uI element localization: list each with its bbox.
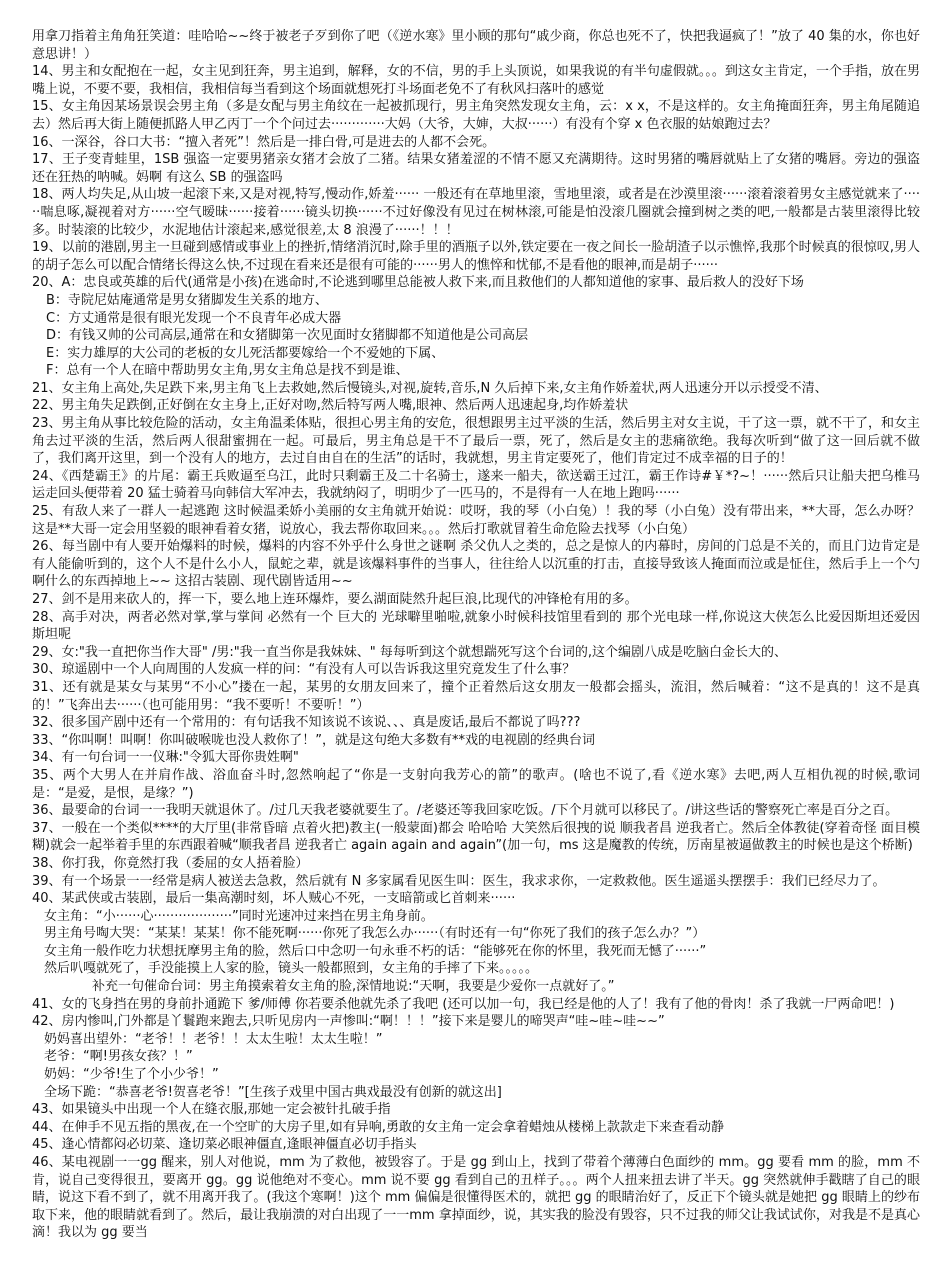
text-paragraph: 老爷：“啊!男孩女孩？！” bbox=[44, 1049, 193, 1065]
text-paragraph: 女主角：“小······心···················”同时光速冲过来挡在男主角身前。 bbox=[44, 908, 434, 924]
text-paragraph: 30、琼遥剧中一个人向周围的人发疯一样的问：“有没有人可以告诉我这里究竟发生了什么事？ bbox=[32, 662, 576, 678]
text-paragraph: 25、有敌人来了一群人一起逃跑 这时候温柔娇小美丽的女主角就开始说：哎呀，我的琴（小白兔）！我的琴（小白兔）没有带出来，**大哥，怎么办呀？这是**大哥一定会用坚毅的眼神看着女猪，说放心，我去帮你取回来。。。然后打歌就冒着生命危险去找琴（小白兔） bbox=[32, 504, 920, 537]
text-paragraph: 14、男主和女配抱在一起，女主见到狂奔，男主追到，解释，女的不信，男的手上头顶说，如果我说的有半句虚假就。。。到这女主肯定，一个手指，放在男嘴上说，不要不要，我相信，我相信每当看到这个场面就想死打斗场面老免不了有秋风扫落叶的感觉 bbox=[32, 64, 920, 97]
text-paragraph: E：实力雄厚的大公司的老板的女儿死活都要嫁给一个不爱她的下属、 bbox=[46, 345, 445, 361]
text-paragraph: 22、男主角失足跌倒,正好倒在女主身上,正好对吻,然后特写两人嘴,眼神、然后两人迅速起身,均作娇羞状 bbox=[32, 398, 629, 414]
text-paragraph: 34、有一句台词一一仪琳:"令狐大哥你贵姓啊" bbox=[32, 750, 299, 766]
text-paragraph: 16、一深谷，谷口大书：“擅入者死”！然后是一排白骨,可是进去的人都不会死。 bbox=[32, 134, 496, 150]
text-paragraph: 全场下跪：“恭喜老爷!贺喜老爷！”[生孩子戏里中国古典戏最没有创新的就这出] bbox=[44, 1084, 502, 1100]
text-paragraph: 33、“你叫啊！叫啊！你叫破喉咙也没人救你了！”，就是这句绝大多数有**戏的电视剧的经典台词 bbox=[32, 732, 596, 748]
text-paragraph: 20、A：忠良或英雄的后代(通常是小孩)在逃命时,不论逃到哪里总能被人救下来,而且救他们的人都知道他的家事、最后救人的没好下场 bbox=[32, 275, 804, 291]
text-paragraph: 23、男主角从事比较危险的活动，女主角温柔体贴，很担心男主角的安危，很想跟男主过平淡的生活，然后男主对女主说，干了这一票，就不干了，和女主角去过平淡的生活，然后两人很甜蜜拥在一起。可最后，男主角总是干不了最后一票，死了，然后是女主的悲痛欲绝。我每次听到“做了这一回后就不做了，我们离开这里，到一个没有人的地方，去过自由自在的生活”的话时，我就想，男主肯定要死了，他们肯定过不成幸福的日子的！ bbox=[32, 416, 920, 467]
text-paragraph: 28、高手对决，两者必然对掌,掌与掌间 必然有一个 巨大的 光球噼里啪啦,就象小时候科技馆里看到的 那个光电球一样,你说这大侠怎么比爱因斯坦还爱因斯坦呢 bbox=[32, 609, 920, 643]
text-paragraph: 37、一般在一个类似****的大厅里(非常昏暗 点着火把)教主(一般蒙面)都会 哈哈哈 大笑然后很拽的说 顺我者昌 逆我者亡。然后全体教徒(穿着奇怪 面目模糊)就会一起举着手里的东西跟着喊“顺我者昌 逆我者亡 again again and again”(加一句，ms 这是魔教的传统，厉南星被逼做教主的时候也是这个桥断) bbox=[32, 820, 920, 854]
text-paragraph: 40、某武侠或古装剧，最后一集高潮时刻，坏人贼心不死，一支暗箭或匕首刺来······ bbox=[32, 891, 516, 907]
text-paragraph: 奶妈：“少爷!生了个小少爷！” bbox=[44, 1067, 219, 1083]
text-paragraph: 38、你打我，你竟然打我（委屈的女人捂着脸） bbox=[32, 855, 309, 871]
text-paragraph: 31、还有就是某女与某男“不小心”搂在一起，某男的女朋友回来了，撞个正着然后这女朋友一般都会摇头，流泪，然后喊着：“这不是真的！这不是真的！”飞奔出去······（也可能用男：“我不要听！不要听！”） bbox=[32, 679, 920, 713]
text-paragraph: 26、每当剧中有人要开始爆料的时候，爆料的内容不外乎什么身世之谜啊 杀父仇人之类的，总之是惊人的内幕时，房间的门总是不关的，而且门边肯定是有人能偷听到的，这个人不是什么小人，鼠蛇之辈，就是该爆料事件的当事人，往往给人以沉重的打击，直接导致该人掩面而泣或是怔住，然后手上一个勺啊什么的东西掉地上~~ 这招古装剧、现代剧皆适用~~ bbox=[32, 539, 920, 590]
text-paragraph: 然后叭嘎就死了，手没能摸上人家的脸，镜头一般都照到，女主角的手摔了下来。。。。。 bbox=[44, 961, 539, 977]
text-paragraph: 32、很多国产剧中还有一个常用的：有句话我不知该说不该说、、、真是废话,最后不都说了吗??? bbox=[32, 715, 581, 731]
text-paragraph: 29、女:"我一直把你当作大哥" /男:"我一直当你是我妹妹、" 每每听到这个就想踹死写这个台词的,这个编剧八成是吃脑白金长大的、 bbox=[32, 644, 787, 660]
text-paragraph: 女主角一般作吃力状想抚摩男主角的脸，然后口中念叨一句永垂不朽的话：“能够死在你的怀里，我死而无憾了······” bbox=[44, 943, 707, 959]
text-paragraph: 15、女主角因某场景误会男主角（多是女配与男主角纹在一起被抓现行，男主角突然发现女主角，云：x x，不是这样的。女主角掩面狂奔，男主角尾随追去）然后再大街上随便抓路人甲乙丙丁一个个问过去·············大妈（大爷，大婶，大叔······）有没有个穿 x 色衣服的姑娘跑过去？ bbox=[32, 99, 920, 132]
text-paragraph: 27、剑不是用来砍人的，挥一下，要么地上连环爆炸，要么湖面陡然升起巨浪,比现代的冲锋枪有用的多。 bbox=[32, 592, 638, 607]
text-paragraph: D：有钱又帅的公司高层,通常在和女猪脚第一次见面时女猪脚都不知道他是公司高层 bbox=[46, 328, 529, 344]
text-paragraph: 46、某电视剧一一gg 醒来，别人对他说，mm 为了救他，被毁容了。于是 gg 到山上，找到了带着个薄薄白色面纱的 mm。gg 要看 mm 的脸，mm 不肯，说自己变得很丑，要离开 gg。gg 说他绝对不变心。mm 说不要 gg 看到自己的丑样子。。。两个人扭来扭去讲了半天。gg 突然就伸手戳瞎了自己的眼睛，说这下看不到了，就不用离开我了。(我这个寒啊！)这个 mm 偏偏是很懂得医术的，就把 gg 的眼睛治好了，反正下个镜头就是她把 gg 眼睛上的纱布取下来，他的眼睛就看到了。然后，最让我崩溃的对白出现了一一mm 拿掉面纱，说，其实我的脸没有毁容，只不过我的师父让我试试你，对我是不是真心滴！我以为 gg 要当 bbox=[32, 1155, 920, 1241]
text-paragraph: 35、两个大男人在并肩作战、浴血奋斗时,忽然响起了“你是一支射向我芳心的箭”的歌声。(啥也不说了,看《逆水寒》去吧,两人互相仇视的时候,歌词是：“是爱，是恨，是缘？”) bbox=[32, 767, 920, 801]
text-paragraph: 补充一句催命台词：男主角摸索着女主角的脸,深情地说:“天啊，我要是少爱你一点就好了。” bbox=[92, 979, 615, 995]
text-paragraph: 奶妈喜出望外：“老爷！！老爷！！太太生啦！太太生啦！” bbox=[44, 1031, 383, 1047]
text-paragraph: 44、在伸手不见五指的黑夜,在一个空旷的大房子里,如有异响,勇敢的女主角一定会拿着蜡烛从楼梯上款款走下来查看动静 bbox=[32, 1119, 724, 1135]
text-paragraph: 17、王子变青蛙里，1SB 强盗一定要男猪亲女猪才会放了二猪。结果女猪羞涩的不情不愿又充满期待。这时男猪的嘴唇就贴上了女猪的嘴唇。旁边的强盗还在狂热的呐喊。妈啊 有这么 SB 的强盗吗 bbox=[32, 152, 920, 185]
text-paragraph: 24、《西楚霸王》的片尾：霸王兵败逼至乌江，此时只剩霸王及二十名骑士，遂来一船夫，欲送霸王过江，霸王作诗#￥*?~！······然后只让船夫把乌椎马运走回头便带着 20 猛士骑着马向韩信大军冲去，我就纳闷了，明明少了一匹马的，不是得有一人在地上跑吗······ bbox=[32, 468, 920, 502]
text-paragraph: B：寺院尼姑庵通常是男女猪脚发生关系的地方、 bbox=[46, 292, 328, 308]
text-paragraph: C：方丈通常是很有眼光发现一个不良青年必成大器 bbox=[46, 310, 342, 326]
text-paragraph: 18、两人均失足,从山坡一起滚下来,又是对视,特写,慢动作,娇羞······ 一般还有在草地里滚，雪地里滚，或者是在沙漠里滚······滚着滚着男女主感觉就来了······喘息啄,凝视着对方······空气暧昧······接着······镜头切换······不过好像没有见过在树林滚,可能是怕没滚几圈就会撞到树之类的吧,一般都是古装里滚得比较多。时装滚的比较少，水泥地估计滚起来,感觉很差,太 8 浪漫了······！！！ bbox=[32, 187, 920, 238]
text-paragraph: F：总有一个人在暗中帮助男女主角,男女主角总是找不到是谁、 bbox=[46, 363, 409, 379]
text-paragraph: 42、房内惨叫,门外都是丫鬟跑来跑去,只听见房内一声惨叫:“啊！！！”接下来是婴儿的啼哭声“哇~哇~哇~~” bbox=[32, 1014, 665, 1030]
text-paragraph: 45、逢心情都闷必切菜、逢切菜必眼神僵直,逢眼神僵直必切手指头 bbox=[32, 1137, 417, 1153]
text-paragraph: 43、如果镜头中出现一个人在缝衣服,那她一定会被针扎破手指 bbox=[32, 1102, 391, 1118]
text-paragraph: 用拿刀指着主角角狂笑道：哇哈哈~~终于被老子歹到你了吧（《逆水寒》里小顾的那句“戚少商，你总也死不了，快把我逼疯了！”放了 40 集的水，你也好意思讲！） bbox=[32, 29, 920, 62]
text-paragraph: 21、女主角上高处,失足跌下来,男主角飞上去救她,然后慢镜头,对视,旋转,音乐,N 久后掉下来,女主角作娇羞状,两人迅速分开以示授受不清、 bbox=[32, 380, 828, 396]
text-paragraph: 36、最要命的台词一一我明天就退休了。/过几天我老婆就要生了。/老婆还等我回家吃饭。/下个月就可以移民了。/讲这些话的警察死亡率是百分之百。 bbox=[32, 803, 899, 819]
text-paragraph: 男主角号啕大哭：“某某！某某！你不能死啊······你死了我怎么办······（有时还有一句“你死了我们的孩子怎么办？”） bbox=[44, 926, 706, 942]
text-paragraph: 19、以前的港剧,男主一旦碰到感情或事业上的挫折,情绪消沉时,除手里的酒瓶子以外,铁定要在一夜之间长一脸胡渣子以示憔悴,我那个时候真的很惊叹,男人的胡子怎么可以配合情绪长得这么快,不过现在看来还是很有可能的······男人的憔悴和忧郁,不是看他的眼神,而是胡子······ bbox=[32, 240, 920, 273]
text-paragraph: 39、有一个场景一一经常是病人被送去急救，然后就有 N 多家属看见医生叫：医生，我求求你，一定救救他。医生遥遥头摆摆手：我们已经尽力了。 bbox=[32, 873, 886, 889]
text-paragraph: 41、女的飞身挡在男的身前扑通跪下 爹/师傅 你若要杀他就先杀了我吧 (还可以加一句，我已经是他的人了！我有了他的骨肉！杀了我就一尸两命吧！) bbox=[32, 996, 895, 1012]
